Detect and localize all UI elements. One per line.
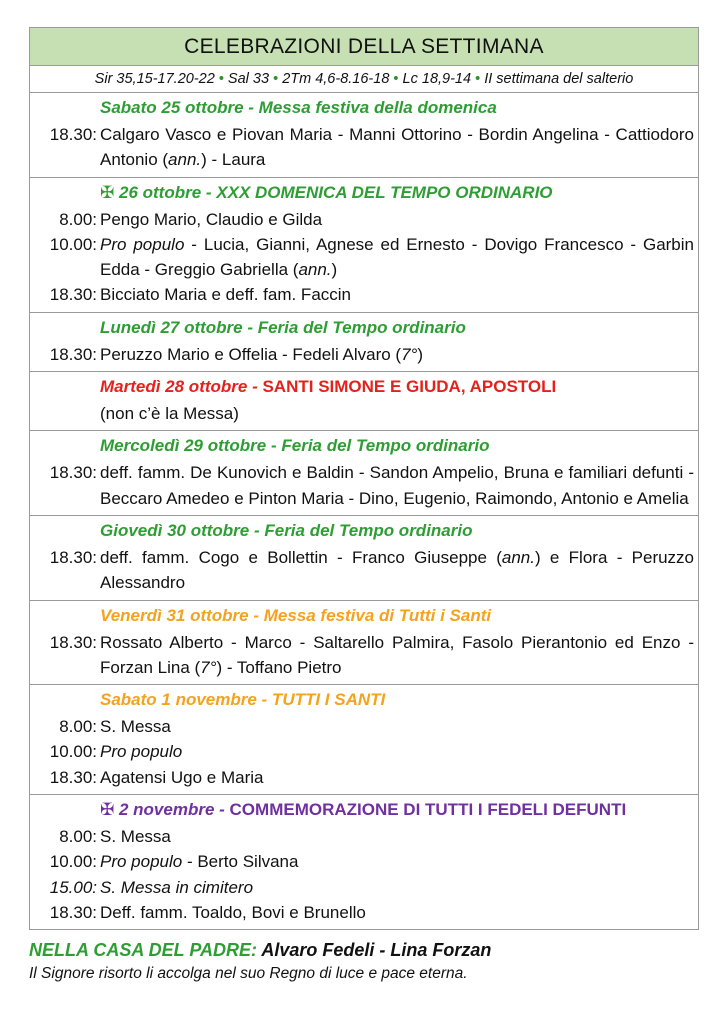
mass-intentions: Pengo Mario, Claudio e Gilda <box>100 209 323 229</box>
mass-intentions: deff. famm. Cogo e Bollettin - Franco Giuseppe (ann.) e Flora - Peruzzo Alessandro <box>100 547 695 593</box>
mass-intentions: S. Messa <box>100 827 171 847</box>
mass-entry <box>30 849 694 874</box>
mass-time <box>30 401 100 426</box>
day-block-wed-29 <box>30 431 699 516</box>
mass-time: 18.30: <box>49 285 97 305</box>
celebrations-table <box>29 27 699 930</box>
mass-time: 10.00: <box>49 742 97 762</box>
mass-entry <box>30 545 694 596</box>
cross-icon: ✠ <box>100 182 115 202</box>
mass-entry <box>30 460 694 511</box>
mass-entry <box>30 207 694 232</box>
mass-intentions: Agatensi Ugo e Maria <box>100 767 264 787</box>
mass-entry <box>30 630 694 681</box>
obituary-label: NELLA CASA DEL PADRE: <box>29 940 258 960</box>
reading-2: Sal 33 <box>227 71 270 87</box>
bullet-separator: • <box>393 71 399 87</box>
mass-time: 10.00: <box>49 852 97 872</box>
bullet-separator: • <box>218 71 224 87</box>
mass-time: 15.00: <box>49 877 97 897</box>
mass-entry <box>30 342 694 367</box>
reading-4: Lc 18,9-14 <box>402 71 472 87</box>
mass-entry <box>30 739 694 764</box>
mass-intentions: Bicciato Maria e deff. fam. Faccin <box>100 285 352 305</box>
mass-time: 8.00: <box>59 827 97 847</box>
mass-time: 8.00: <box>59 717 97 737</box>
mass-entry <box>30 824 694 849</box>
mass-intentions: Deff. famm. Toaldo, Bovi e Brunello <box>100 902 366 922</box>
mass-entry <box>30 232 694 283</box>
day-block-thu-30 <box>30 515 699 600</box>
mass-entry <box>30 282 694 307</box>
mass-entry <box>30 401 694 426</box>
day-block-fri-31 <box>30 600 699 685</box>
mass-intentions: S. Messa in cimitero <box>100 877 254 897</box>
mass-entry <box>30 900 694 925</box>
mass-time: 8.00: <box>59 209 97 229</box>
obituary-footer <box>29 937 699 985</box>
mass-intentions: deff. famm. De Kunovich e Baldin - Sandon Ampelio, Bruna e familiari defunti - Beccaro Amedeo e Pinton Maria - Dino, Eugenio, Raimondo, Antonio e Amelia <box>100 463 694 508</box>
mass-entry <box>30 875 694 900</box>
page-title: CELEBRAZIONI DELLA SETTIMANA <box>30 28 699 66</box>
reading-1: Sir 35,15-17.20-22 <box>94 71 215 87</box>
bullet-separator: • <box>475 71 481 87</box>
mass-intentions: Rossato Alberto - Marco - Saltarello Palmira, Fasolo Pierantonio ed Enzo - Forzan Lina (7°) - Toffano Pietro <box>100 632 694 677</box>
day-heading: Sabato 25 ottobre - Messa festiva della domenica <box>100 98 497 117</box>
reading-3: 2Tm 4,6-8.16-18 <box>282 71 390 87</box>
day-heading: ✠ 26 ottobre - XXX DOMENICA DEL TEMPO ORDINARIO <box>100 182 553 202</box>
day-block-sun-26 <box>30 177 699 312</box>
mass-time: 18.30: <box>49 125 97 144</box>
mass-time: 18.30: <box>49 547 97 567</box>
bullet-separator: • <box>273 71 279 87</box>
day-block-sun-2 <box>30 795 699 930</box>
day-heading: Martedì 28 ottobre - SANTI SIMONE E GIUDA, APOSTOLI <box>100 377 557 397</box>
mass-entry <box>30 122 694 173</box>
day-block-sat-25 <box>30 93 699 178</box>
mass-intentions: Pro populo <box>100 742 183 762</box>
mass-time: 18.30: <box>49 463 97 483</box>
readings-line <box>30 66 699 93</box>
day-heading: Mercoledì 29 ottobre - Feria del Tempo ordinario <box>100 436 490 456</box>
mass-entry <box>30 765 694 790</box>
mass-time: 18.30: <box>49 632 97 652</box>
day-block-mon-27 <box>30 312 699 371</box>
mass-intentions: Peruzzo Mario e Offelia - Fedeli Alvaro (7°) <box>100 344 424 364</box>
psalter-week: II settimana del salterio <box>484 71 634 87</box>
mass-intentions: Pro populo - Berto Silvana <box>100 852 299 872</box>
day-heading: Lunedì 27 ottobre - Feria del Tempo ordinario <box>100 317 466 337</box>
day-heading: Sabato 1 novembre - TUTTI I SANTI <box>100 690 386 710</box>
mass-intentions: Calgaro Vasco e Piovan Maria - Manni Ottorino - Bordin Angelina - Cattiodoro Antonio (ann.) - Laura <box>100 125 694 170</box>
obituary-heading <box>29 937 699 963</box>
day-block-tue-28 <box>30 372 699 431</box>
deceased-names: Alvaro Fedeli - Lina Forzan <box>261 940 492 960</box>
obituary-prayer: Il Signore risorto li accolga nel suo Regno di luce e pace eterna. <box>29 965 468 982</box>
mass-time: 18.30: <box>49 344 97 364</box>
mass-time: 18.30: <box>49 902 97 922</box>
mass-time: 10.00: <box>49 234 97 254</box>
no-mass-note: (non c’è la Messa) <box>100 404 239 424</box>
cross-icon: ✠ <box>100 800 115 820</box>
day-heading: Giovedì 30 ottobre - Feria del Tempo ordinario <box>100 520 473 540</box>
mass-intentions: Pro populo - Lucia, Gianni, Agnese ed Ernesto - Dovigo Francesco - Garbin Edda - Greggio Gabriella (ann.) <box>100 234 694 280</box>
celebrations-sheet <box>29 27 699 930</box>
mass-entry <box>30 714 694 739</box>
mass-intentions: S. Messa <box>100 717 171 737</box>
day-heading: Venerdì 31 ottobre - Messa festiva di Tutti i Santi <box>100 605 492 625</box>
day-heading: ✠ 2 novembre - COMMEMORAZIONE DI TUTTI I FEDELI DEFUNTI <box>100 800 627 820</box>
mass-time: 18.30: <box>49 767 97 787</box>
day-block-sat-1 <box>30 685 699 795</box>
